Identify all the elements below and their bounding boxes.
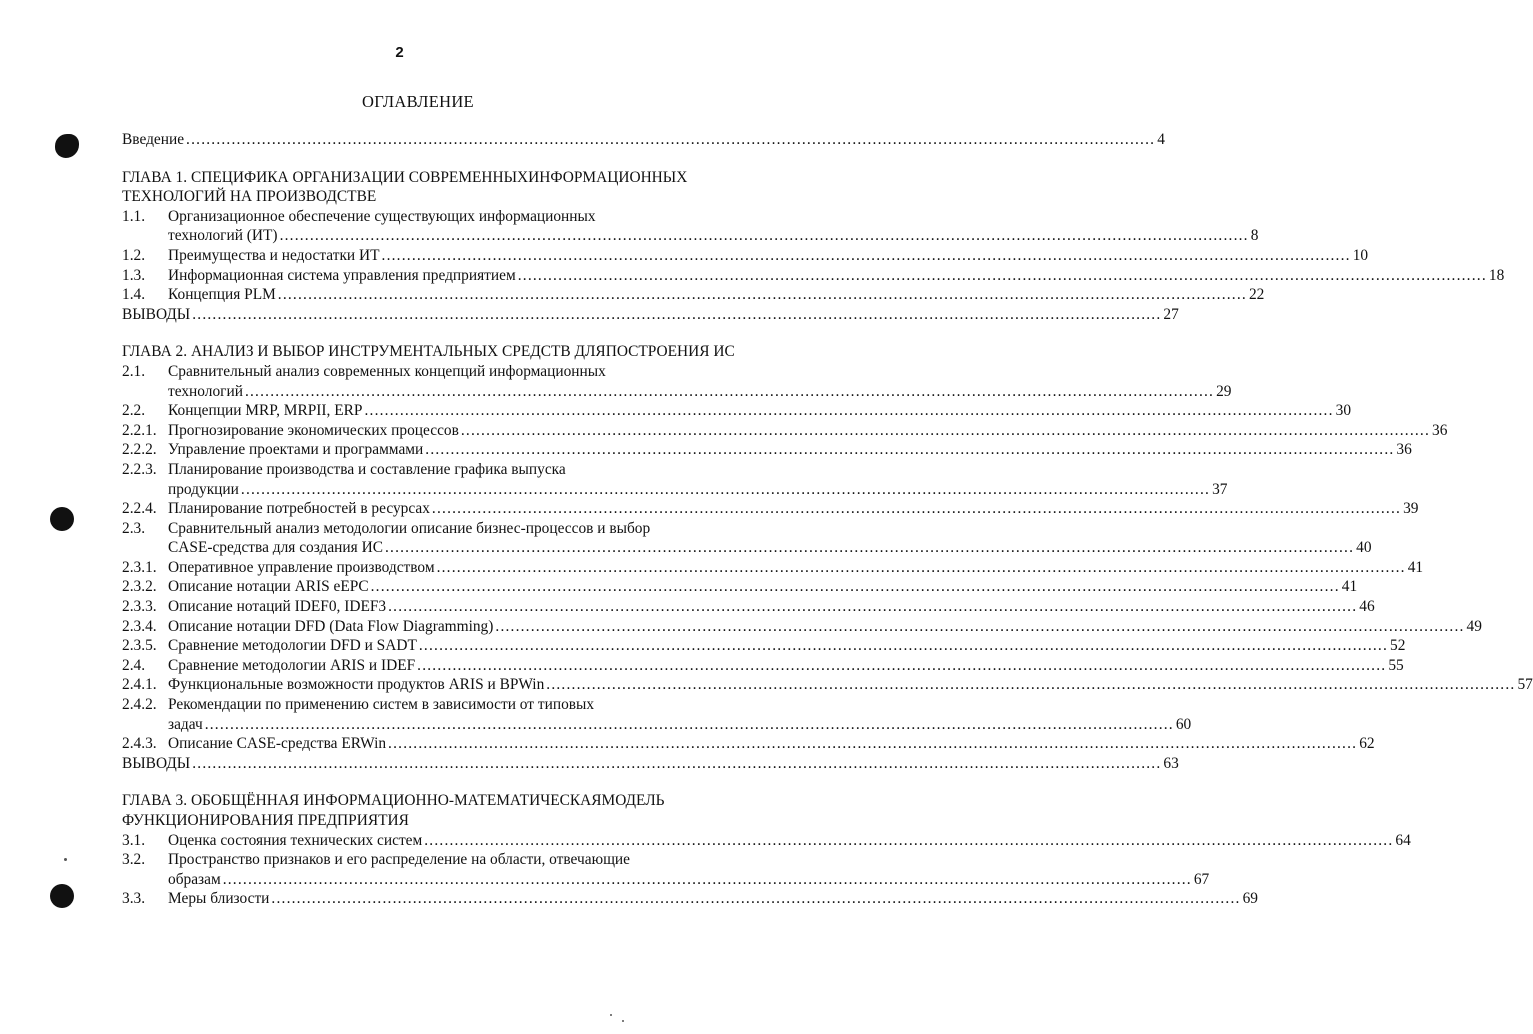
dot-leader [186, 131, 1155, 148]
toc-entry [122, 597, 1375, 617]
dot-leader [388, 598, 1357, 615]
entry-body [168, 401, 1352, 421]
toc-line [168, 440, 1412, 460]
entry-text: задач [168, 715, 203, 733]
toc-entry [122, 401, 1352, 421]
page-ref: 55 [1388, 656, 1404, 674]
toc-entry-conclusion [122, 754, 1179, 774]
section-number: 1.3. [122, 266, 146, 284]
section-number: 2.3.3. [122, 598, 157, 616]
dot-leader [271, 890, 1240, 907]
entry-body [168, 558, 1424, 578]
section-number: 2.3.4. [122, 617, 157, 635]
dot-leader [419, 637, 1388, 654]
spacer [122, 150, 739, 168]
page-ref: 41 [1407, 558, 1424, 576]
chapter-heading-line: ГЛАВА 2. АНАЛИЗ И ВЫБОР ИНСТРУМЕНТАЛЬНЫХ СРЕДСТВ ДЛЯ [122, 343, 606, 361]
scan-speck [64, 858, 67, 861]
page-ref: 27 [1163, 305, 1179, 323]
dot-leader [223, 871, 1192, 888]
section-number: 2.2.4. [122, 500, 157, 518]
section-number: 2.4.2. [122, 696, 157, 714]
toc-entry [122, 734, 1375, 754]
dot-leader [495, 618, 1464, 635]
entry-text: Меры близости [168, 890, 270, 908]
entry-text: Преимущества и недостатки ИТ [168, 246, 380, 264]
spacer [122, 324, 739, 342]
toc-line [168, 382, 1232, 402]
page-ref: 40 [1356, 539, 1372, 557]
toc-entry [122, 558, 1424, 578]
section-number: 2.2. [122, 402, 146, 420]
toc-line [168, 597, 1375, 617]
dot-leader [388, 735, 1357, 752]
entry-text: продукции [168, 480, 239, 498]
entry-body [168, 577, 1358, 597]
toc-entry [122, 675, 1533, 695]
toc-line [168, 538, 1372, 558]
page-ref: 52 [1390, 637, 1406, 655]
section-number: 2.3. [122, 519, 146, 537]
chapter-heading [122, 168, 739, 207]
entry-text: Планирование потребностей в ресурсах [168, 500, 430, 518]
toc-entry [122, 656, 1404, 676]
section-number: 2.2.3. [122, 460, 157, 478]
toc-line [168, 226, 1259, 246]
entry-text: Описание нотации ARIS eEPC [168, 578, 369, 596]
entry-text: Введение [122, 131, 185, 148]
scan-speck [622, 1020, 624, 1022]
scan-speck [610, 1014, 612, 1016]
toc-line [168, 715, 1192, 735]
chapter-heading [122, 791, 739, 830]
entry-text: Сравнение методологии ARIS и IDEF [168, 656, 416, 674]
entry-text: Концепция PLM [168, 286, 276, 304]
entry-body [168, 695, 1192, 734]
page-ref: 63 [1163, 754, 1179, 772]
entry-body [168, 617, 1482, 637]
entry-text: Описание нотации DFD (Data Flow Diagramming) [168, 617, 494, 635]
page-ref: 46 [1359, 598, 1375, 616]
toc-line [168, 656, 1404, 676]
dot-leader [461, 422, 1430, 439]
page-ref: 64 [1395, 831, 1411, 849]
chapter-heading [122, 342, 739, 362]
section-number: 3.2. [122, 851, 146, 869]
toc-entry [122, 285, 1265, 305]
entry-body [168, 207, 1259, 246]
toc-entry [122, 636, 1406, 656]
entry-text: Функциональные возможности продуктов ARIS и BPWin [168, 676, 545, 694]
chapter-heading-line: ГЛАВА 3. ОБОБЩЁННАЯ ИНФОРМАЦИОННО-МАТЕМАТИЧЕСКАЯ [122, 792, 602, 810]
page-ref: 41 [1341, 578, 1358, 596]
toc-entry [122, 577, 1358, 597]
toc-entry [122, 519, 1372, 558]
dot-leader [245, 383, 1214, 400]
entry-body [168, 499, 1419, 519]
chapter-heading-line: ПОСТРОЕНИЯ ИС [605, 343, 735, 361]
dot-leader [437, 559, 1406, 576]
dot-leader [432, 500, 1401, 517]
section-number: 1.1. [122, 207, 146, 225]
toc-entry [122, 850, 1210, 889]
dot-leader [241, 481, 1210, 498]
entry-text: CASE-средства для создания ИС [168, 539, 383, 557]
entry-body [168, 597, 1375, 617]
punch-hole-bottom [50, 884, 74, 908]
dot-leader [205, 716, 1174, 733]
entry-body [168, 675, 1533, 695]
toc-entry [122, 889, 1258, 909]
chapter-heading-line: МОДЕЛЬ ФУНКЦИОНИРОВАНИЯ ПРЕДПРИЯТИЯ [122, 792, 665, 829]
toc-line [168, 870, 1210, 890]
dot-leader [518, 267, 1487, 284]
toc-entry [122, 440, 1412, 460]
toc-line: Планирование производства и составление графика выпуска [168, 460, 566, 478]
page-ref: 49 [1466, 617, 1482, 635]
page-ref: 22 [1248, 286, 1265, 304]
entry-body [168, 460, 1228, 499]
entry-text: Управление проектами и программами [168, 441, 424, 459]
toc-line [168, 285, 1265, 305]
page-ref: 62 [1359, 735, 1375, 753]
toc-line [168, 831, 1411, 851]
entry-body [168, 636, 1406, 656]
dot-leader [192, 306, 1161, 323]
toc-entry [122, 695, 1192, 734]
dot-leader [192, 755, 1161, 772]
toc-line [168, 636, 1406, 656]
entry-text: Концепции MRP, MRPII, ERP [168, 402, 363, 420]
section-number: 2.2.1. [122, 421, 157, 439]
punch-hole-middle [50, 507, 74, 531]
toc-line [168, 401, 1352, 421]
entry-body [122, 305, 1179, 325]
entry-body [122, 130, 1165, 150]
entry-text: Описание CASE-средства ERWin [168, 735, 387, 753]
page-ref: 67 [1193, 870, 1210, 888]
page-ref: 18 [1488, 266, 1505, 284]
entry-body [168, 850, 1210, 889]
entry-text: технологий [168, 382, 243, 400]
entry-body [168, 519, 1372, 558]
toc-line [168, 246, 1369, 266]
toc-line [168, 577, 1358, 597]
dot-leader [546, 676, 1515, 693]
dot-leader [425, 441, 1394, 458]
section-number: 2.4.3. [122, 735, 157, 753]
entry-body [168, 656, 1404, 676]
toc-line [168, 499, 1419, 519]
page-ref: 36 [1432, 421, 1448, 439]
entry-body [168, 421, 1448, 441]
spacer [122, 773, 739, 791]
toc-title: ОГЛАВЛЕНИЕ [362, 92, 474, 111]
punch-hole-top [55, 134, 79, 158]
toc-line [168, 734, 1375, 754]
entry-text: Оперативное управление производством [168, 558, 435, 576]
dot-leader [364, 402, 1333, 419]
entry-body [168, 266, 1505, 286]
section-number: 2.4. [122, 656, 146, 674]
toc-line [168, 675, 1533, 695]
toc-line [168, 617, 1482, 637]
page-ref: 36 [1396, 441, 1412, 459]
section-number: 2.3.5. [122, 637, 157, 655]
dot-leader [371, 578, 1340, 595]
page-ref: 60 [1175, 715, 1192, 733]
entry-text: Информационная система управления предприятием [168, 266, 516, 284]
page-ref: 4 [1157, 131, 1165, 148]
toc-entry [122, 362, 1232, 401]
entry-body [168, 831, 1411, 851]
page-ref: 39 [1403, 500, 1419, 518]
toc-entry [122, 499, 1419, 519]
page-ref: 37 [1212, 480, 1228, 498]
toc-entry [122, 617, 1482, 637]
entry-body [168, 440, 1412, 460]
dot-leader [278, 286, 1247, 303]
toc-line: Сравнительный анализ методологии описание бизнес-процессов и выбор [168, 519, 651, 537]
dot-leader [417, 657, 1386, 674]
page-number: 2 [395, 44, 404, 61]
section-number: 3.3. [122, 890, 146, 908]
page-ref: 69 [1242, 890, 1258, 908]
entry-text: Оценка состояния технических систем [168, 831, 423, 849]
toc-entry [122, 207, 1259, 246]
page-ref: 57 [1517, 676, 1533, 694]
toc-line [168, 266, 1505, 286]
section-number: 2.3.2. [122, 578, 157, 596]
toc-line [168, 558, 1424, 578]
table-of-contents [122, 130, 1533, 909]
section-number: 3.1. [122, 831, 146, 849]
entry-text: образам [168, 870, 221, 888]
page-ref: 8 [1250, 227, 1259, 245]
entry-body [168, 246, 1369, 266]
chapter-heading-line: ГЛАВА 1. СПЕЦИФИКА ОРГАНИЗАЦИИ СОВРЕМЕННЫХ [122, 168, 529, 186]
toc-line [122, 130, 1165, 150]
section-number: 1.2. [122, 246, 146, 264]
toc-line [168, 889, 1258, 909]
toc-entry [122, 421, 1448, 441]
toc-entry [122, 246, 1369, 266]
entry-body [168, 285, 1265, 305]
entry-body [122, 754, 1179, 774]
toc-line [168, 421, 1448, 441]
entry-text: технологий (ИТ) [168, 227, 278, 245]
dot-leader [280, 227, 1249, 244]
toc-entry-intro [122, 130, 1165, 150]
entry-body [168, 362, 1232, 401]
entry-text: Сравнение методологии DFD и SADT [168, 637, 417, 655]
dot-leader [382, 247, 1351, 264]
toc-line [122, 754, 1179, 774]
toc-entry [122, 831, 1411, 851]
entry-body [168, 734, 1375, 754]
toc-line: Рекомендации по применению систем в зависимости от типовых [168, 696, 595, 714]
toc-line: Сравнительный анализ современных концепций информационных [168, 362, 606, 380]
dot-leader [385, 539, 1354, 556]
toc-entry [122, 460, 1228, 499]
toc-line: Организационное обеспечение существующих информационных [168, 207, 596, 225]
entry-text: Прогнозирование экономических процессов [168, 421, 459, 439]
section-number: 2.2.2. [122, 441, 157, 459]
dot-leader [424, 832, 1393, 849]
entry-text: ВЫВОДЫ [122, 754, 191, 772]
entry-body [168, 889, 1258, 909]
page-ref: 10 [1352, 246, 1369, 264]
section-number: 2.4.1. [122, 676, 157, 694]
section-number: 2.1. [122, 362, 146, 380]
page-ref: 29 [1216, 382, 1232, 400]
chapter-heading-line: ИНФОРМАЦИОННЫХ ТЕХНОЛОГИЙ НА ПРОИЗВОДСТВЕ [122, 168, 688, 206]
toc-line: Пространство признаков и его распределение на области, отвечающие [168, 851, 630, 869]
toc-line [122, 305, 1179, 325]
toc-entry [122, 266, 1505, 286]
entry-text: ВЫВОДЫ [122, 305, 191, 323]
toc-entry-conclusion [122, 305, 1179, 325]
section-number: 1.4. [122, 286, 146, 304]
page-ref: 30 [1335, 402, 1352, 420]
toc-line [168, 480, 1228, 500]
section-number: 2.3.1. [122, 558, 157, 576]
entry-text: Описание нотаций IDEF0, IDEF3 [168, 598, 387, 616]
